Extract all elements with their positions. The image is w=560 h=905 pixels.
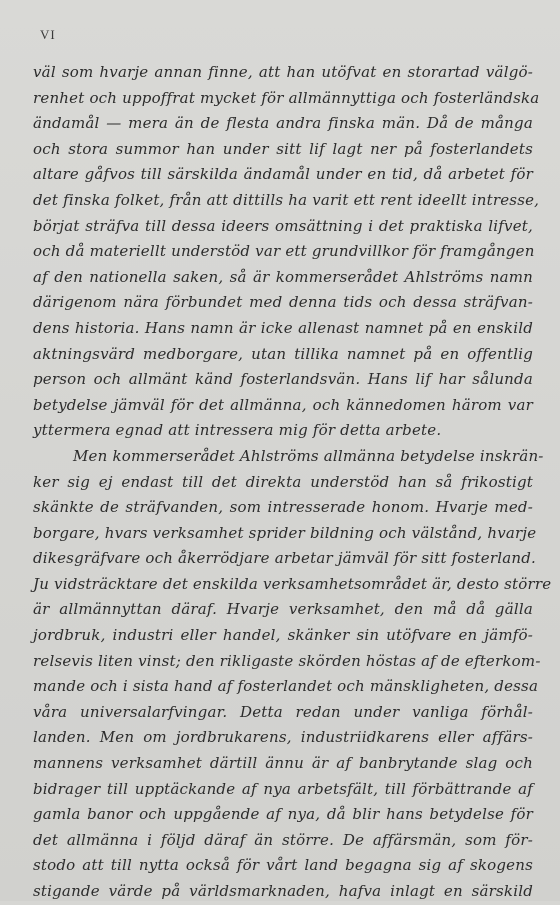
text-line: renhet och uppoffrat mycket för allmännyttiga och fosterländska (33, 88, 540, 107)
text-line: ändamål — mera än de flesta andra finska män. Då de många (33, 114, 533, 133)
text-line: mannens verksamhet därtill ännu är af banbrytande slag och (33, 754, 533, 773)
text-line: relsevis liten vinst; den rikligaste skörden höstas af de efterkom- (33, 651, 541, 670)
text-line: gamla banor och uppgående af nya, då blir hans betydelse för (33, 805, 533, 824)
text-line: landen. Men om jordbrukarens, industriidkarens eller affärs- (33, 728, 533, 747)
text-line: är allmännyttan däraf. Hvarje verksamhet, den må då gälla (33, 600, 533, 619)
text-line: stodo att till nytta också för vårt land begagna sig af skogens (33, 856, 533, 875)
text-line: därigenom nära förbundet med denna tids och dessa sträfvan- (33, 293, 533, 312)
body-text (33, 60, 552, 905)
text-line: våra universalarfvingar. Detta redan under vanliga förhål- (33, 702, 533, 721)
text-line: af den nationella saken, så är kommerserådet Ahlströms namn (33, 267, 533, 286)
text-line: och stora summor han under sitt lif lagt ner på fosterlandets (33, 139, 533, 158)
text-line: och då materiellt understöd var ett grundvillkor för framgången (33, 242, 535, 261)
text-line: det allmänna i följd däraf än större. De affärsmän, som för- (33, 830, 533, 849)
text-line: dikesgräfvare och åkerrödjare arbetar jämväl för sitt fosterland. (33, 549, 536, 568)
text-line: Ju vidsträcktare det enskilda verksamhetsområdet är, desto större (33, 574, 552, 593)
text-line: Men kommerserådet Ahlströms allmänna betydelse inskrän- (73, 446, 544, 465)
text-line: stigande värde på världsmarknaden, hafva inlagt en särskild (33, 882, 533, 900)
text-line: borgare, hvars verksamhet sprider bildning och välstånd, hvarje (33, 523, 537, 542)
text-line: yttermera egnad att intressera mig för detta arbete. (33, 421, 442, 440)
text-line: person och allmänt känd fosterlandsvän. Hans lif har sålunda (33, 370, 533, 389)
text-line: mande och i sista hand af fosterlandet och mänskligheten, dessa (33, 677, 539, 696)
text-line: skänkte de sträfvanden, som intresserade honom. Hvarje med- (33, 498, 533, 517)
text-line: jordbruk, industri eller handel, skänker sin utöfvare en jämfö- (33, 626, 533, 645)
text-line: aktningsvärd medborgare, utan tillika namnet på en offentlig (33, 344, 533, 363)
text-line: det finska folket, från att dittills ha varit ett rent ideellt intresse, (33, 190, 540, 209)
text-line: bidrager till upptäckande af nya arbetsfält, till förbättrande af (33, 779, 533, 798)
text-line: dens historia. Hans namn är icke allenast namnet på en enskild (33, 318, 533, 337)
text-line: väl som hvarje annan finne, att han utöfvat en storartad välgö- (33, 63, 533, 81)
text-line: altare gåfvos till särskilda ändamål under en tid, då arbetet för (33, 165, 533, 184)
text-line: betydelse jämväl för det allmänna, och kännedomen härom var (33, 395, 533, 414)
page-number: VI (40, 27, 56, 42)
text-line: ker sig ej endast till det direkta understöd han så frikostigt (33, 472, 533, 491)
text-line: börjat sträfva till dessa ideers omsättning i det praktiska lifvet, (33, 216, 533, 235)
